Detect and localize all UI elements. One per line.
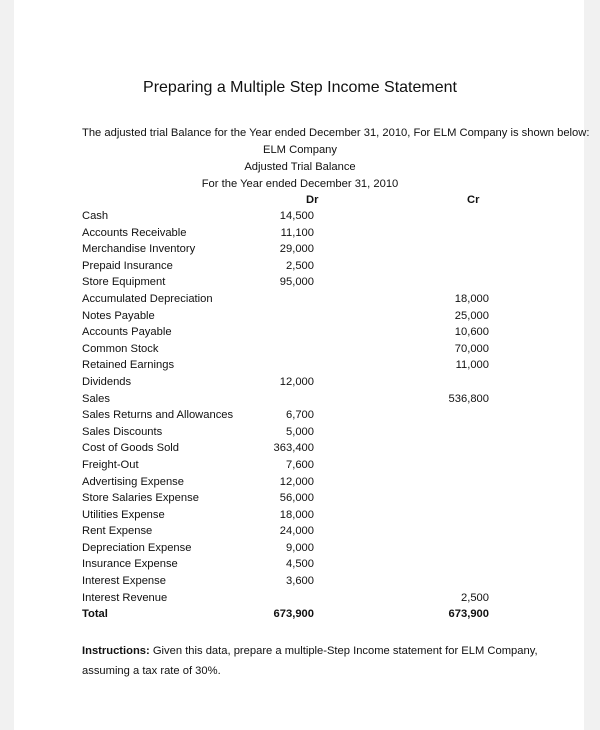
account-row (0, 440, 600, 457)
account-name: Cash (82, 210, 109, 222)
document-title: Preparing a Multiple Step Income Statement (143, 79, 457, 96)
account-name: Sales (82, 392, 110, 405)
account-name: Common Stock (82, 342, 159, 355)
account-name: Rent Expense (82, 525, 153, 538)
report-period: For the Year ended December 31, 2010 (201, 178, 399, 190)
cr-amount: 11,000 (455, 359, 489, 372)
account-row (0, 341, 600, 358)
cr-amount: 70,000 (454, 342, 489, 355)
account-row (0, 424, 600, 441)
account-row (0, 208, 600, 225)
dr-amount: 95,000 (279, 276, 314, 289)
account-row (0, 590, 600, 607)
dr-amount: 56,000 (279, 492, 314, 505)
cr-amount: 25,000 (454, 309, 489, 322)
account-row (0, 573, 600, 590)
dr-amount: 363,400 (273, 442, 314, 455)
account-name: Store Salaries Expense (82, 492, 199, 505)
dr-amount: 12,000 (279, 475, 314, 488)
dr-amount: 3,600 (286, 575, 314, 588)
cr-column-header: Cr (467, 194, 480, 206)
trial-balance-table (0, 208, 600, 623)
account-row (0, 374, 600, 391)
dr-amount: 24,000 (279, 525, 314, 538)
account-row (0, 225, 600, 242)
cr-amount: 18,000 (454, 292, 489, 305)
instructions-text: Given this data, prepare a multiple-Step Income statement for ELM Company, assuming a tax rate of 30%. (82, 645, 538, 677)
account-name: Notes Payable (82, 309, 155, 322)
total-row (0, 606, 600, 623)
dr-amount: 29,000 (279, 243, 314, 256)
dr-amount: 9,000 (286, 541, 314, 554)
account-name: Advertising Expense (82, 475, 184, 488)
account-name: Cost of Goods Sold (82, 442, 180, 455)
account-name: Accounts Receivable (82, 226, 187, 239)
dr-amount: 673,900 (273, 608, 314, 621)
dr-amount: 7,600 (286, 458, 314, 471)
instructions (82, 641, 552, 681)
account-name: Depreciation Expense (82, 541, 192, 554)
cr-amount: 10,600 (454, 326, 489, 339)
account-name: Interest Expense (82, 575, 166, 588)
account-row (0, 274, 600, 291)
dr-amount: 4,500 (286, 558, 314, 571)
cr-amount: 2,500 (461, 591, 489, 604)
dr-amount: 14,500 (279, 210, 314, 222)
company-name: ELM Company (263, 144, 337, 156)
account-name: Store Equipment (82, 276, 166, 289)
instructions-label: Instructions: (82, 645, 150, 657)
account-name: Accumulated Depreciation (82, 292, 213, 305)
account-row (0, 556, 600, 573)
report-name: Adjusted Trial Balance (244, 161, 356, 173)
account-row (0, 457, 600, 474)
account-name: Accounts Payable (82, 326, 172, 339)
account-row (0, 407, 600, 424)
account-name: Dividends (82, 375, 132, 388)
account-name: Utilities Expense (82, 508, 165, 521)
account-row (0, 474, 600, 491)
account-name: Total (82, 608, 108, 621)
dr-amount: 18,000 (279, 508, 314, 521)
dr-amount: 5,000 (286, 425, 314, 438)
dr-amount: 2,500 (286, 259, 314, 272)
account-name: Freight-Out (82, 458, 139, 471)
account-row (0, 391, 600, 408)
account-row (0, 540, 600, 557)
account-row (0, 523, 600, 540)
cr-amount: 673,900 (448, 608, 489, 621)
intro-text: The adjusted trial Balance for the Year ended December 31, 2010, For ELM Company is shown below: (82, 127, 590, 139)
account-row (0, 241, 600, 258)
account-name: Insurance Expense (82, 558, 178, 571)
account-row (0, 507, 600, 524)
account-name: Interest Revenue (82, 591, 168, 604)
dr-amount: 11,100 (280, 226, 314, 239)
account-row (0, 324, 600, 341)
account-row (0, 357, 600, 374)
cr-amount: 536,800 (448, 392, 489, 405)
account-name: Prepaid Insurance (82, 259, 173, 272)
account-row (0, 490, 600, 507)
account-name: Sales Returns and Allowances (82, 409, 234, 422)
account-row (0, 291, 600, 308)
account-name: Sales Discounts (82, 425, 163, 438)
account-row (0, 258, 600, 275)
account-name: Merchandise Inventory (82, 243, 196, 256)
dr-amount: 6,700 (286, 409, 314, 422)
account-row (0, 308, 600, 325)
account-name: Retained Earnings (82, 359, 175, 372)
dr-amount: 12,000 (279, 375, 314, 388)
dr-column-header: Dr (306, 194, 319, 206)
